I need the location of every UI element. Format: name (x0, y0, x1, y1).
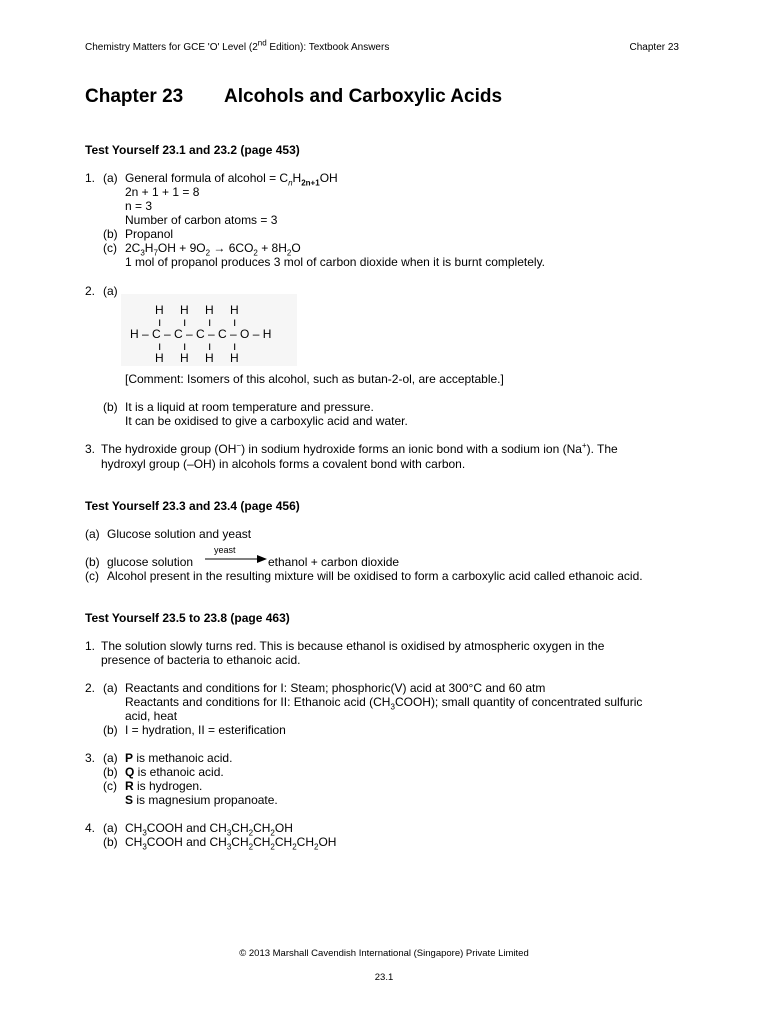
atom-h: H (230, 351, 239, 365)
structural-formula (121, 294, 297, 366)
part-label: (c) (103, 241, 117, 255)
chapter-name: Alcohols and Carboxylic Acids (224, 86, 503, 107)
question-number: 3. (85, 442, 96, 456)
answer-line: Reactants and conditions for II: Ethanoic acid $(CH_3COOH)$; small quantity of concentrated sulfuric (125, 695, 643, 712)
answer-line: P is methanoic acid. (125, 751, 233, 765)
part-label: (c) (85, 569, 99, 583)
bond: ı (183, 315, 187, 329)
bond: ı (158, 315, 162, 329)
running-header-left: Chemistry Matters for GCE 'O' Level (2nd Edition): Textbook Answers (85, 38, 390, 53)
chemical-equation: $2C_3H_7OH + 9O_2 \to 6CO_2 + 8H_2O$ (125, 241, 301, 258)
atom-h: H (230, 303, 239, 317)
question-number: 1. (85, 639, 96, 653)
bond: ı (158, 339, 162, 353)
question-number: 2. (85, 284, 96, 298)
answer-line: R is hydrogen. (125, 779, 203, 793)
reaction-arrow-icon (205, 553, 267, 565)
bond: ı (208, 315, 212, 329)
answer-line: General formula of alcohol = $C_nH_{2n+1}OH$ (125, 171, 338, 188)
question-number: 4. (85, 821, 96, 835)
part-label: (a) (103, 751, 118, 765)
part-label: (a) (103, 821, 118, 835)
answer-line: hydroxyl group (–OH) in alcohols forms a covalent bond with carbon. (101, 457, 466, 471)
chemical-formula: $CH_3COOH$ and $CH_3CH_2CH_2CH_2CH_2OH$ (125, 835, 337, 852)
atom-h: H (180, 303, 189, 317)
carbon-chain: H – C – C – C – C – O – H (130, 327, 272, 341)
part-label: (c) (103, 779, 117, 793)
part-label: (a) (103, 284, 118, 298)
section-heading-1: Test Yourself 23.1 and 23.2 (page 453) (85, 143, 300, 157)
answer-line: Glucose solution and yeast (107, 527, 252, 541)
answer-line: It is a liquid at room temperature and pressure. (125, 400, 374, 414)
part-label: (b) (103, 400, 118, 414)
answer-line: Q is ethanoic acid. (125, 765, 224, 779)
arrow-condition: yeast (214, 545, 236, 555)
answer-line: presence of bacteria to ethanoic acid. (101, 653, 301, 667)
part-label: (b) (103, 227, 118, 241)
answer-line: Reactants and conditions for I: Steam; phosphoric(V) acid at 300°C and 60 atm (125, 681, 546, 695)
bond: ı (208, 339, 212, 353)
question-number: 2. (85, 681, 96, 695)
answer-line: The hydroxide group (OH−) in sodium hydroxide forms an ionic bond with a sodium ion (Na+). The (101, 441, 618, 456)
answer-line: 1 mol of propanol produces 3 mol of carbon dioxide when it is burnt completely. (125, 255, 546, 269)
answer-line: acid, heat (125, 709, 178, 723)
answer-line: Number of carbon atoms = 3 (125, 213, 278, 227)
answer-line: Alcohol present in the resulting mixture will be oxidised to form a carboxylic acid called ethanoic acid. (107, 569, 643, 583)
answer-line: S is magnesium propanoate. (125, 793, 278, 807)
part-label: (b) (85, 555, 100, 569)
question-number: 1. (85, 171, 96, 185)
reactant: glucose solution (107, 555, 194, 569)
section-heading-2: Test Yourself 23.3 and 23.4 (page 456) (85, 499, 300, 513)
atom-h: H (155, 351, 164, 365)
atom-h: H (180, 351, 189, 365)
answer-line: It can be oxidised to give a carboxylic acid and water. (125, 414, 408, 428)
question-number: 3. (85, 751, 96, 765)
chapter-title (85, 86, 503, 108)
bond: ı (183, 339, 187, 353)
running-header-right: Chapter 23 (629, 42, 679, 53)
atom-h: H (205, 303, 214, 317)
bond: ı (233, 315, 237, 329)
part-label: (a) (103, 681, 118, 695)
bond: ı (233, 339, 237, 353)
answer-line: Propanol (125, 227, 174, 241)
answer-line: 2n + 1 + 1 = 8 (125, 185, 200, 199)
part-label: (b) (103, 765, 118, 779)
page-number: 23.1 (374, 972, 394, 983)
part-label: (a) (103, 171, 118, 185)
chapter-number: Chapter 23 (85, 86, 184, 107)
atom-h: H (205, 351, 214, 365)
part-label: (a) (85, 527, 100, 541)
answer-line: I = hydration, II = esterification (125, 723, 286, 737)
answer-line: n = 3 (125, 199, 153, 213)
part-label: (b) (103, 723, 118, 737)
products: ethanol + carbon dioxide (268, 555, 400, 569)
atom-h: H (155, 303, 164, 317)
answer-line: The solution slowly turns red. This is because ethanol is oxidised by atmospheric oxygen in the (101, 639, 605, 653)
copyright-footer: © 2013 Marshall Cavendish International (Singapore) Private Limited (239, 948, 529, 959)
chemical-formula: $CH_3COOH$ and $CH_3CH_2CH_2OH$ (125, 821, 293, 838)
section-heading-3: Test Yourself 23.5 to 23.8 (page 463) (85, 611, 290, 625)
part-label: (b) (103, 835, 118, 849)
comment: [Comment: Isomers of this alcohol, such as butan-2-ol, are acceptable.] (125, 372, 504, 386)
